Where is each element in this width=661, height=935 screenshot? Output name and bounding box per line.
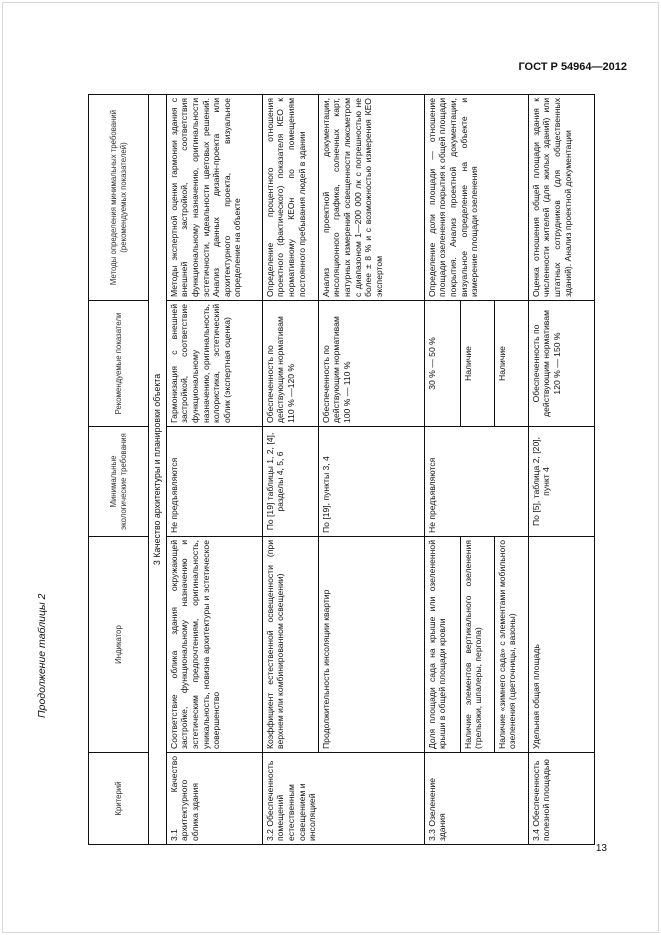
indicator-cell: Соответствие облика здания окружающей застройке, функциональному назначению и эстетическим предпочтениям, оригинальность, уникальность, новизна архитектуры и эстетическое совершенство [166,537,262,753]
method-cell: Анализ проектной документации, инсоляционного графика, солнечных карт, натурных измерений освещенности люксметром с диапазоном 1—200 000 лк с погрешностью не более ± 8 % и с возможностью измерения КЕО экспертом [318,95,424,301]
table-row [262,95,318,845]
header-criterion: Критерий [89,753,149,845]
header-methods: Методы определения минимальных требований (рекомендуемых показателей) [89,95,149,301]
recommended-cell: Наличие [494,301,528,427]
criterion-cell: 3.3 Озеленение здания [424,753,528,845]
min-requirements-cell: По [19], пункты 3, 4 [318,427,424,537]
min-requirements-cell: Не предъявляются [424,427,528,537]
document-code: ГОСТ Р 54964—2012 [518,61,627,73]
criterion-cell: 3.2 Обеспеченность помещений естественным освещением и инсоляцией [262,753,424,845]
indicator-cell: Доля площади сада на крыше или озелененной крыши в общей площади кровли [424,537,460,753]
table-row [166,95,262,845]
indicator-cell: Продолжительность инсоляции квартир [318,537,424,753]
method-cell: Оценка отношения общей площади здания к численности жителей (для жилых зданий) или штатных сотрудников (для общественных зданий). Анализ проектной документации [528,95,594,301]
recommended-cell: 30 % — 50 % [424,301,460,427]
criterion-cell: 3.4 Обеспеченность полезной площадью [528,753,594,845]
indicator-cell: Коэффициент естественной освещенности (при верхнем или комбинированном освещении) [262,537,318,753]
section-title: 3 Качество архитектуры и планировки объекта [149,95,167,845]
recommended-cell: Обеспеченность по действующим нормативам 110 % —120 % [262,301,318,427]
table-row [424,95,460,845]
min-requirements-cell: По [19] таблицы 1, 2, [4], разделы 4, 5, 6 [262,427,318,537]
criteria-table [88,94,595,845]
table-row [528,95,594,845]
recommended-cell: Обеспеченность по действующим нормативам 100 % — 110 % [318,301,424,427]
method-cell: Определение доли площади — отношение площади озеленения покрытия к общей площади покрытия. Анализ проектной документации, визуальное определение на объекте и измерение площади озеленения [424,95,528,301]
criterion-cell: 3.1 Качество архитектурного облика здания [166,753,262,845]
indicator-cell: Наличие элементов вертикального озеленения (трельяжи, шпалеры, пергола) [460,537,494,753]
min-requirements-cell: Не предъявляются [166,427,262,537]
page-number: 13 [595,843,607,854]
table-header-row [89,95,149,845]
indicator-cell: Наличие «зимнего сада» с элементами мобильного озеленения (цветочницы, вазоны) [494,537,528,753]
section-row [149,95,167,845]
header-min-requirements: Минимальные экологические требования [89,427,149,537]
table-caption: Продолжение таблицы 2 [36,593,48,718]
method-cell: Методы экспертной оценки гармонии здания с внешней застройкой, соответствия функциональному назначению, оригинальности эстетичности, идеальности цветовых решений. Анализ данных дизайн-проекта или архитектурного проекта, визуальное определение на объекте [166,95,262,301]
header-recommended: Рекомендуемые показатели [89,301,149,427]
indicator-cell: Удельная общая площадь [528,537,594,753]
recommended-cell: Наличие [460,301,494,427]
recommended-cell: Обеспеченность по действующим нормативам 120 % — 150 % [528,301,594,427]
table-row [318,95,424,845]
rotated-table-container [88,95,589,845]
min-requirements-cell: По [5], таблица 2, [20], пункт 4 [528,427,594,537]
header-indicator: Индикатор [89,537,149,753]
method-cell: Определение процентного отношения проектного (фактического) показателя КЕО к нормативному КЕОн по помещениям постоянного пребывания людей в здании [262,95,318,301]
recommended-cell: Гармонизация с внешней застройкой, соответствие функциональному назначению, оригинальность, колористика, эстетический облик (экспертная оценка) [166,301,262,427]
